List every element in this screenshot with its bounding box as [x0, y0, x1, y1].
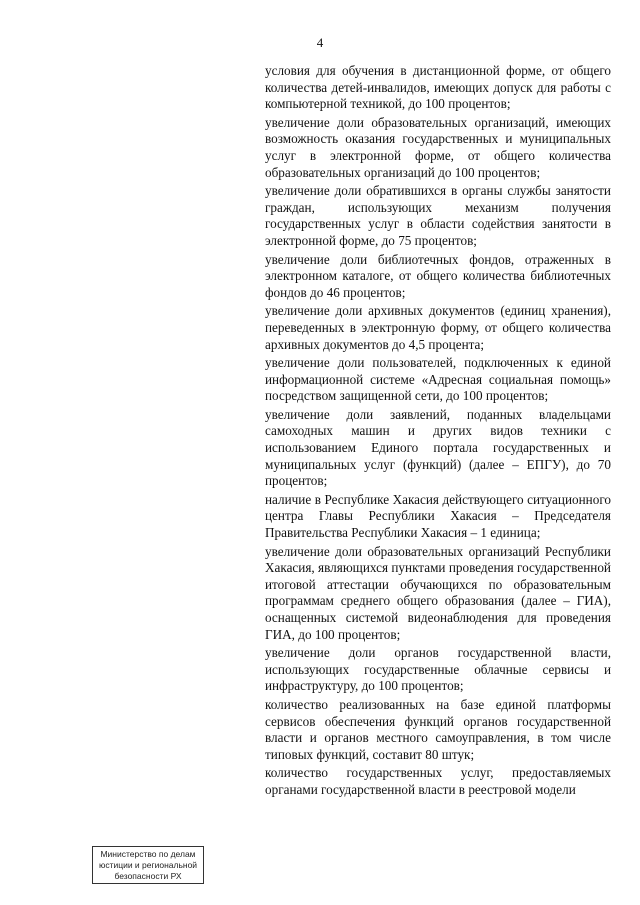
- paragraph-4: увеличение доли библиотечных фондов, отраженных в электронном каталоге, от общего количества библиотечных фондов до 46 процентов;: [265, 251, 611, 300]
- paragraph-10: увеличение доли органов государственной власти, использующих государственные облачные сервисы и инфраструктуру, до 100 процентов;: [265, 645, 611, 694]
- stamp-line-3: безопасности РХ: [114, 871, 182, 881]
- stamp-line-2: юстиции и региональной: [98, 860, 198, 870]
- paragraph-1: условия для обучения в дистанционной форме, от общего количества детей-инвалидов, имеющих допуск для работы с компьютерной техникой, до 100 процентов;: [265, 63, 611, 112]
- paragraph-8: наличие в Республике Хакасия действующего ситуационного центра Главы Республики Хакасия – Председателя Правительства Республики Хакасия – 1 единица;: [265, 491, 611, 541]
- paragraph-9: увеличение доли образовательных организаций Республики Хакасия, являющихся пунктами проведения государственной итоговой аттестации обучающихся по образовательным программам среднего общего образования (далее – ГИА), оснащенных системой видеонаблюдения для проведения ГИА, до 100 процентов;: [265, 543, 611, 642]
- document-body: [265, 63, 611, 801]
- page-number: 4: [316, 35, 324, 50]
- registration-stamp: [92, 846, 204, 884]
- stamp-line-1: Министерство по делам: [100, 849, 196, 859]
- paragraph-6: увеличение доли пользователей, подключенных к единой информационной системе «Адресная социальная помощь» посредством защищенной сети, до 100 процентов;: [265, 355, 611, 404]
- paragraph-5: увеличение доли архивных документов (единиц хранения), переведенных в электронную форму, от общего количества архивных документов до 4,5 процента;: [265, 303, 611, 352]
- paragraph-11: количество реализованных на базе единой платформы сервисов обеспечения функций органов государственной власти и органов местного самоуправления, в том числе типовых функций, составит 80 штук;: [265, 696, 611, 762]
- paragraph-7: увеличение доли заявлений, поданных владельцами самоходных машин и других видов техники с использованием Единого портала государственных и муниципальных услуг (функций) (далее – ЕПГУ), до 70 процентов;: [265, 406, 611, 489]
- paragraph-3: увеличение доли обратившихся в органы службы занятости граждан, использующих механизм получения государственных услуг в области содействия занятости в электронной форме, до 75 процентов;: [265, 183, 611, 248]
- paragraph-12: количество государственных услуг, предоставляемых органами государственной власти в реестровой модели: [265, 765, 611, 797]
- paragraph-2: увеличение доли образовательных организаций, имеющих возможность оказания государственных и муниципальных услуг в электронной форме, от общего количества образовательных организаций до 100 процентов;: [265, 114, 611, 180]
